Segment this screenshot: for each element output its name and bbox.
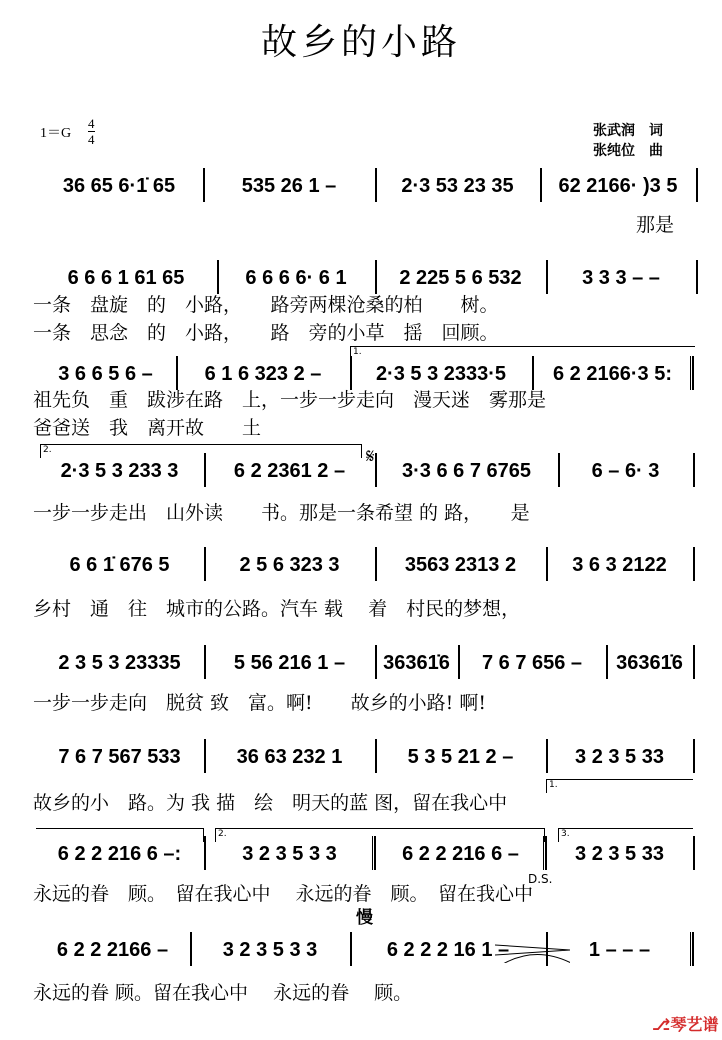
measure: 2 3 5 3 23335 bbox=[58, 651, 181, 674]
volta-bracket: 2. bbox=[40, 444, 362, 458]
measure: 36 65 6·1̇ 65 bbox=[62, 174, 176, 197]
measure: 6 6 1̇ 676 5 bbox=[69, 553, 170, 576]
lyric-line: 祖先负 重 跋涉在路 上，一步一步走向 漫天迷 雾那是 bbox=[33, 389, 547, 411]
lyric-line: 一条 思念 的 小路， 路 旁的小草 揺 回顾。 bbox=[33, 322, 499, 344]
measure: 3 6 3 2122 bbox=[572, 553, 667, 576]
volta-bracket: 1. bbox=[546, 779, 693, 793]
barline bbox=[375, 645, 377, 679]
barline bbox=[217, 260, 219, 294]
measure: 3 2 3 5 3 3 bbox=[242, 842, 337, 865]
barline bbox=[693, 453, 695, 487]
logo-icon: ⎇ bbox=[652, 1015, 671, 1034]
lyric-line: 爸爸送 我 离开故 土 bbox=[33, 417, 262, 439]
measure: 6 1 6 323 2 – bbox=[204, 362, 322, 385]
barline bbox=[204, 645, 206, 679]
double-barline bbox=[690, 932, 694, 966]
barline bbox=[546, 260, 548, 294]
logo-text: 琴艺谱 bbox=[670, 1015, 719, 1034]
barline bbox=[203, 168, 205, 202]
site-logo bbox=[652, 1012, 718, 1035]
volta-bracket: 3. bbox=[558, 828, 693, 842]
measure: 6 6 6 1 61 65 bbox=[67, 266, 185, 289]
measure: 6 2 2166·3 5: bbox=[553, 362, 672, 385]
key-signature: 1＝G bbox=[40, 126, 72, 141]
lyric-line: 那是 bbox=[636, 214, 675, 236]
measure: 2 225 5 6 532 bbox=[399, 266, 522, 289]
time-bottom: 4 bbox=[88, 132, 95, 147]
barline bbox=[375, 453, 377, 487]
measure: 36 63 232 1 bbox=[236, 745, 343, 768]
barline bbox=[606, 645, 608, 679]
barline bbox=[693, 836, 695, 870]
barline bbox=[375, 739, 377, 773]
measure: 3 6 6 5 6 – bbox=[58, 362, 153, 385]
measure: 1 – – – bbox=[588, 938, 651, 961]
measure: 6 2 2 216 6 –: bbox=[57, 842, 182, 865]
lyric-line: 一步一步走向 脱贫 致 富。啊! 故乡的小路! 啊! bbox=[33, 692, 486, 714]
decrescendo-hairpin bbox=[495, 943, 570, 963]
tempo-slow-mark: 慢 bbox=[356, 908, 373, 928]
measure: 6 2 2 216 6 – bbox=[402, 842, 519, 865]
barline bbox=[375, 168, 377, 202]
lyricist-credit: 张武润 词 bbox=[593, 123, 663, 139]
measure: 3 2 3 5 33 bbox=[575, 842, 664, 865]
time-top: 4 bbox=[88, 116, 95, 131]
barline bbox=[693, 645, 695, 679]
measure: 7 6 7 567 533 bbox=[58, 745, 181, 768]
lyric-line: 一步一步走出 山外读 书。那是一条希望 的 路， 是 bbox=[33, 502, 530, 524]
measure: 2·3 5 3 233 3 bbox=[60, 459, 179, 482]
measure: 3 2 3 5 3 3 bbox=[222, 938, 318, 961]
double-barline bbox=[690, 356, 694, 390]
barline bbox=[693, 739, 695, 773]
measure: 3 3 3 – – bbox=[582, 266, 660, 289]
barline bbox=[375, 260, 377, 294]
measure: 535 26 1 – bbox=[241, 174, 337, 197]
barline bbox=[546, 547, 548, 581]
volta-bracket: 1. bbox=[350, 346, 695, 360]
measure: 2 5 6 323 3 bbox=[239, 553, 340, 576]
barline bbox=[693, 547, 695, 581]
lyric-line: 一条 盘旋 的 小路， 路旁两棵沧桑的柏 树。 bbox=[33, 294, 499, 316]
barline bbox=[204, 547, 206, 581]
volta-continuation bbox=[36, 828, 204, 842]
barline bbox=[540, 168, 542, 202]
barline bbox=[204, 836, 206, 870]
measure: 2·3 5 3 2333·5 bbox=[375, 362, 507, 385]
barline bbox=[458, 645, 460, 679]
barline bbox=[204, 453, 206, 487]
lyric-line: 永远的眷 顾。 留在我心中 永远的眷 顾。 留在我心中 bbox=[33, 883, 534, 905]
measure: 6 2 2 2 16 1 – bbox=[386, 938, 510, 961]
lyric-line: 永远的眷 顾。留在我心中 永远的眷 顾。 bbox=[33, 982, 413, 1004]
ds-mark: D.S. bbox=[528, 872, 553, 886]
measure: 7 6 7 656 – bbox=[481, 651, 583, 674]
measure: 36361̇6 bbox=[383, 651, 450, 674]
measure: 6 2 2361 2 – bbox=[233, 459, 346, 482]
barline bbox=[546, 739, 548, 773]
time-signature bbox=[88, 116, 95, 147]
measure: 3563 2313 2 bbox=[404, 553, 517, 576]
barline bbox=[558, 453, 560, 487]
barline bbox=[696, 260, 698, 294]
composer-credit: 张纯位 曲 bbox=[593, 143, 663, 159]
measure: 5 3 5 21 2 – bbox=[407, 745, 514, 768]
barline bbox=[350, 932, 352, 966]
measure: 36361̇6 bbox=[616, 651, 683, 674]
barline bbox=[375, 547, 377, 581]
lyric-line: 故乡的小 路。为 我 描 绘 明天的蓝 图，留在我心中 bbox=[33, 792, 508, 814]
measure: 6 2 2 2166 – bbox=[56, 938, 169, 961]
measure: 6 – 6· 3 bbox=[591, 459, 660, 482]
measure: 5 56 216 1 – bbox=[233, 651, 346, 674]
measure: 2·3 53 23 35 bbox=[401, 174, 514, 197]
measure: 62 2166· )3 5 bbox=[558, 174, 678, 197]
measure: 3 2 3 5 33 bbox=[575, 745, 664, 768]
lyric-line: 乡村 通 往 城市的公路。汽车 载 着 村民的梦想， bbox=[33, 598, 521, 620]
song-title: 故乡的小路 bbox=[260, 22, 461, 63]
barline bbox=[696, 168, 698, 202]
barline bbox=[204, 739, 206, 773]
volta-bracket: 2. bbox=[215, 828, 545, 842]
measure: 3·3 6 6 7 6765 bbox=[402, 459, 531, 482]
segno-mark: 𝄋 bbox=[366, 444, 375, 468]
barline bbox=[190, 932, 192, 966]
measure: 6 6 6 6· 6 1 bbox=[245, 266, 347, 289]
